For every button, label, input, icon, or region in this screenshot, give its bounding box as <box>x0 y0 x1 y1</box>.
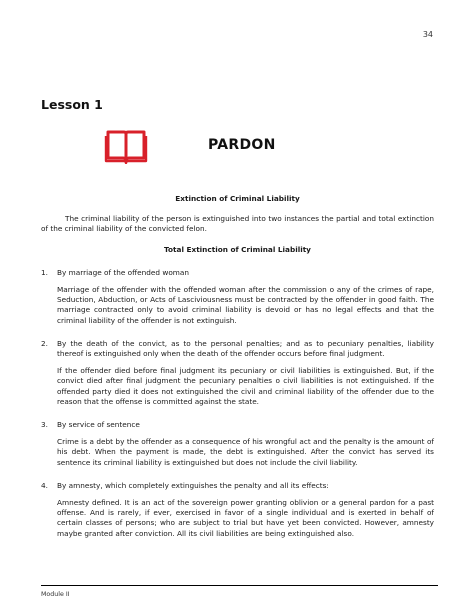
list-item <box>41 268 434 326</box>
lesson-label: Lesson 1 <box>41 97 103 112</box>
list-item <box>41 339 434 407</box>
book-icon <box>104 128 148 164</box>
list-item-paragraph: If the offender died before final judgment its pecuniary or civil liabilities is extinguished. But, if the convict died after final judgment the pecuniary penalties o civil liabilities is not extinguished. If the offended party died it does not extinguished the civil and criminal liability of the offender due to the reason that the offense is committed against the state. <box>57 366 434 406</box>
list-item-number: 4. <box>41 480 48 490</box>
document-body <box>41 194 434 539</box>
page-number: 34 <box>422 30 433 39</box>
list-item <box>41 481 434 539</box>
list-item-number: 1. <box>41 267 48 277</box>
list-item-lead: By amnesty, which completely extinguishes the penalty and all its effects: <box>57 480 329 490</box>
footer-module-label: Module II <box>41 591 70 598</box>
section-heading-extinction: Extinction of Criminal Liability <box>175 194 300 203</box>
footer-divider <box>41 585 438 586</box>
list-item-lead: By service of sentence <box>57 420 140 430</box>
list-item-paragraph: Crime is a debt by the offender as a consequence of his wrongful act and the penalty is the amount of his debt. When the payment is made, the debt is extinguished. After the convict has served its sentence its criminal liability is extinguished but does not include the civil liability. <box>57 437 434 467</box>
list-item-number: 3. <box>41 420 48 430</box>
page-title: PARDON <box>208 137 276 153</box>
intro-paragraph: The criminal liability of the person is extinguished into two instances the partial and total extinction of the criminal liability of the convicted felon. <box>41 214 434 234</box>
list-item-paragraph: Marriage of the offender with the offended woman after the commission o any of the crimes of rape, Seduction, Abduction, or Acts of Lasciviousness must be contracted by the offender in good faith. The marriage contracted only to avoid criminal liability is devoid or has no legal effects and that the criminal liability of the offender is not extinguish. <box>57 285 434 325</box>
list-item-lead: By the death of the convict, as to the personal penalties; and as to pecuniary penalties, liability thereof is extinguished only when the death of the offender occurs before final judgment. <box>57 338 434 359</box>
list-item-number: 2. <box>41 338 48 348</box>
section-heading-total-extinction: Total Extinction of Criminal Liability <box>164 244 311 254</box>
list-item-paragraph: Amnesty defined. It is an act of the sovereign power granting oblivion or a general pardon for a past offense. And is rarely, if ever, exercised in favor of a single individual and is exerted in behalf of certain classes of persons; who are subject to trial but have yet been convicted. However, amnesty maybe granted after conviction. All its civil liabilities are being extinguished also. <box>57 498 434 538</box>
list-item <box>41 420 434 468</box>
list-item-lead: By marriage of the offended woman <box>57 267 189 277</box>
